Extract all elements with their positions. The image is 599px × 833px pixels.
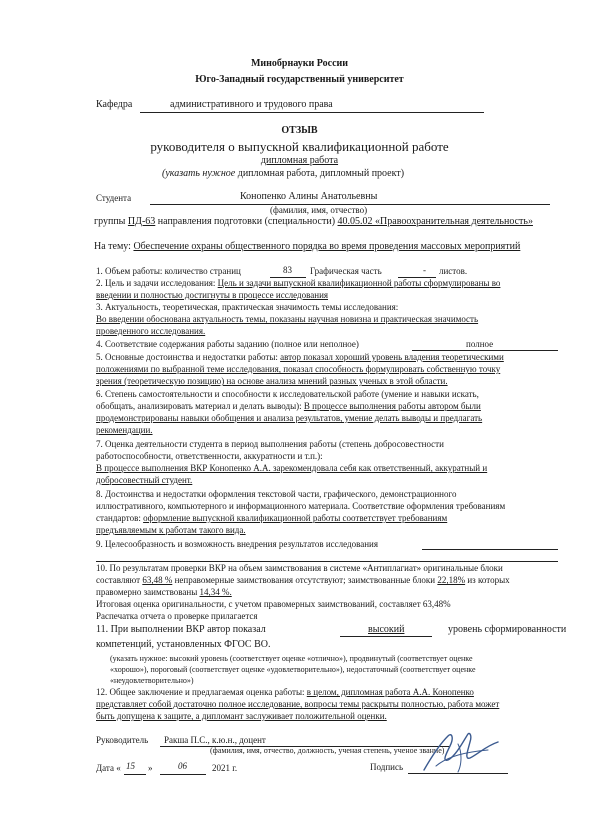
date-mid: » [148,763,153,773]
student-name: Конопенко Алины Анатольевны [240,191,378,202]
item11-n2: «хорошо»), пороговый (соответствует оценке «удовлетворительно»), недостаточный (соответствует оценке [110,665,476,674]
item2-row1 [96,279,500,288]
item4-value: полное [466,339,494,349]
direction-label: направления подготовки (специальности) [157,216,336,227]
student-label: Студента [96,193,132,203]
date-day-line [124,774,146,775]
university-name: Юго-Западный государственный университет [195,74,404,85]
item9-line2 [96,561,558,562]
date-month-line [160,774,206,775]
item10-row3 [96,588,232,597]
item9-text: 9. Целесообразность и возможность внедрения результатов исследования [96,539,378,549]
hint-rest: дипломная работа, дипломный проект) [237,168,405,179]
supervisor-hint: (фамилия, имя, отчество, должность, ученая степень, ученое звание) [210,746,445,755]
item6-l1: 6. Степень самостоятельности и способности к исследовательской работе (умение и навыки искать, [96,389,479,399]
item6-row2 [96,402,481,411]
item12-prefix: 12. Общее заключение и предлагаемая оценка работы: [96,687,305,697]
doc-subtitle: руководителя о выпускной квалификационной работе [150,139,449,154]
item4-text: 4. Соответствие содержания работы заданию (полное или неполное) [96,339,359,349]
item10-l4: Итоговая оценка оригинальности, с учетом правомерных заимствований, составляет 63,48% [96,599,451,609]
item8-l4: предъявляемым к работам такого вида. [96,525,246,535]
date-label: Дата « [96,763,121,773]
item4-line [412,350,558,351]
item6-l4: рекомендации. [96,425,153,435]
group-value: ПД-63 [127,216,156,227]
dept-label: Кафедра [96,99,133,110]
supervisor-value: Ракша П.С., к.ю.н., доцент [164,735,266,745]
item2-l1: Цель и задачи выпускной квалификационной работы сформулированы во [217,278,501,288]
item10-b: неправомерные заимствования отсутствуют; заимствованные блоки [174,575,436,585]
item3-l1: Во введении обоснована актуальность темы, показаны научная новизна и практическая значимость [96,314,479,324]
item8-l3-prefix: стандартов: [96,513,141,523]
dept-value: административного и трудового права [170,99,333,110]
date-year: 2021 г. [212,763,238,773]
topic-value: Обеспечение охраны общественного порядка во время проведения массовых мероприятий [133,241,521,252]
item11-l2: компетенций, установленных ФГОС ВО. [96,639,271,650]
item1-pages: 83 [283,265,292,275]
item10-l5: Распечатка отчета о проверке прилагается [96,611,258,621]
item1-graph: - [423,265,426,275]
item5-l1: автор показал хороший уровень владения теоретическими [280,352,504,362]
item11-n1: (указать нужное: высокий уровень (соответствует оценке «отлично»), продвинутый (соответствует оценке [110,654,473,663]
direction-value: 40.05.02 «Правоохранительная деятельность» [337,216,533,227]
item8-l3-value: оформление выпускной квалификационной работы соответствует требованиям [143,513,448,523]
item6-l2-prefix: обобщать, анализировать материал и делать выводы): [96,401,302,411]
item9-line [422,549,558,550]
doc-title: ОТЗЫВ [281,125,318,136]
item5-prefix: 5. Основные достоинства и недостатки работы: [96,352,278,362]
item6-l3: продемонстрированы навыки обобщения и анализа результатов, умение делать выводы и предлагать [96,413,483,423]
item8-l2: иллюстративного, компьютерного и информационного материала. Соответствие оформления требованиям [96,501,506,511]
item1-prefix: 1. Объем работы: количество страниц [96,266,241,276]
item2-l2: введении и полностью достигнуты в процессе исследования [96,290,329,300]
topic-label: На тему: [94,241,131,252]
item11-line [340,636,432,637]
item10-l1: 10. По результатам проверки ВКР на объем заимствования в системе «Антиплагиат» оригинальные блоки [96,563,503,573]
item11-a: 11. При выполнении ВКР автор показал [96,624,266,635]
item10-pct1: 63,48 % [142,575,173,585]
item8-row3 [96,514,447,523]
item1-mid: Графическая часть [310,266,382,276]
item10-l3-a: правомерно заимствованы [96,587,198,597]
ministry-name: Минобрнауки России [250,58,349,69]
item5-row1 [96,353,504,362]
signature-scribble [418,726,508,778]
work-type-hint [162,169,404,179]
item10-c: из которых [467,575,510,585]
item10-pct2: 22,18% [437,575,466,585]
group-prefix: группы [94,216,126,227]
item10-a: составляют [96,575,141,585]
date-day: 15 [126,761,135,771]
item7-l1: 7. Оценка деятельности студента в период выполнения работы (степень добросовестности [96,439,444,449]
date-month: 06 [178,761,187,771]
item12-l3: быть допущена к защите, а дипломант заслуживает положительной оценки. [96,711,387,721]
item6-l2-value: В процессе выполнения работы автором были [303,401,481,411]
supervisor-label: Руководитель [96,735,149,745]
dept-line [140,112,484,113]
item3-l2: проведенного исследования. [96,326,206,336]
item11-level: высокий [368,624,405,635]
item12-row1 [96,688,474,697]
student-name-hint: (фамилия, имя, отчество) [270,205,368,215]
item7-l4: добросовестный студент. [96,475,193,485]
group-row [94,217,533,227]
item11-b: уровень сформированности [448,624,567,635]
item5-l3: зрения (теоретическую позицию) на основе анализа мнений разных ученых в этой области. [96,376,448,386]
item10-row2 [96,576,510,585]
topic-row [94,242,520,252]
item12-l1: в целом, дипломная работа А.А. Конопенко [306,687,474,697]
item5-l2: положениями по выбранной теме исследования, показал способность формулировать собственную точку [96,364,501,374]
signature-label: Подпись [370,762,404,772]
item7-l3: В процессе выполнения ВКР Конопенко А.А. зарекомендовала себя как ответственный, аккуратный и [96,463,488,473]
item1-suffix: листов. [439,266,468,276]
item7-l2: работоспособности, ответственности, аккуратности и т.п.): [96,451,323,461]
hint-italic: (указать нужное [162,168,236,179]
item3-label: 3. Актуальность, теоретическая, практическая значимость темы исследования: [96,302,399,312]
item10-l3-pct: 14,34 %. [199,587,232,597]
item2-prefix: 2. Цель и задачи исследования: [96,278,216,288]
item11-n3: «неудовлетворительно») [110,676,194,685]
item12-l2: представляет собой достаточно полное исследование, вопросы темы раскрыты полностью, работа может [96,699,500,709]
work-type: дипломная работа [260,155,339,166]
item8-l1: 8. Достоинства и недостатки оформления текстовой части, графического, демонстрационного [96,489,457,499]
